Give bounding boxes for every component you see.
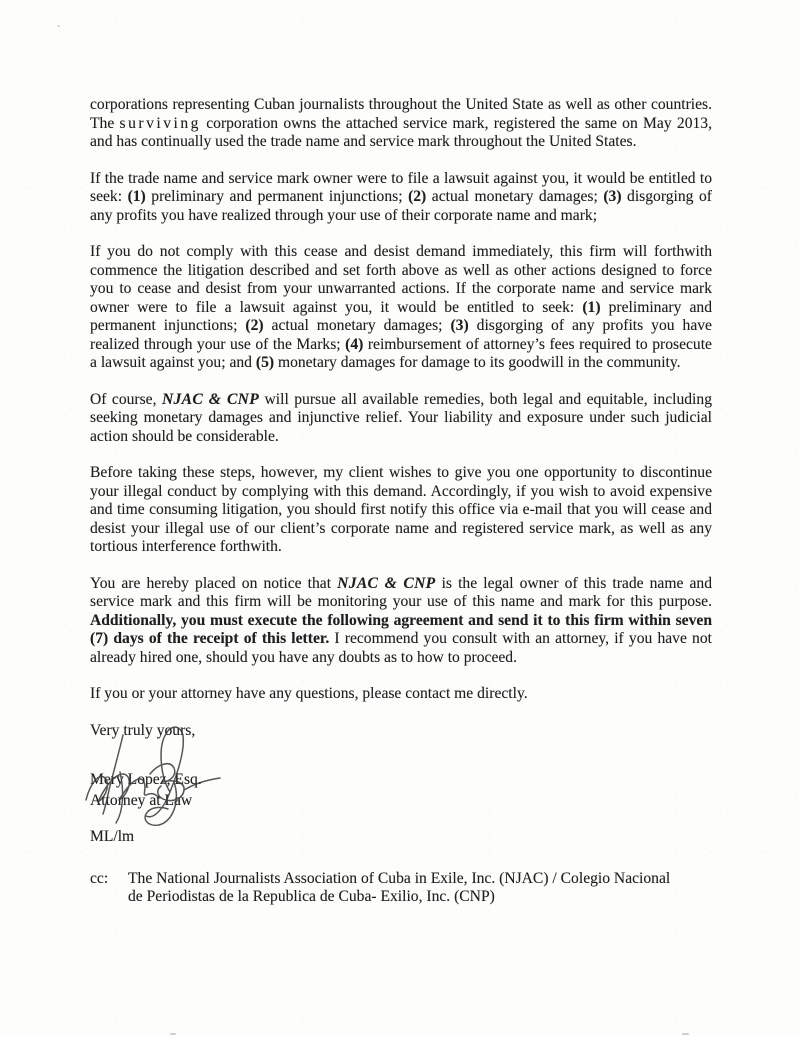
enum-marker-1: (1) <box>582 298 601 316</box>
paragraph-5 <box>90 464 712 557</box>
reference-initials <box>90 828 712 847</box>
firm-name: NJAC & CNP <box>161 390 260 408</box>
firm-name: NJAC & CNP <box>337 574 436 592</box>
scan-artifact <box>682 1033 689 1035</box>
letter-body <box>90 96 712 907</box>
text-run: If you or your attorney have any questions, please contact me directly. <box>90 685 528 702</box>
enum-marker-5: (5) <box>255 354 275 371</box>
scan-artifact <box>170 1033 176 1035</box>
text-run: actual monetary damages; <box>263 317 451 334</box>
text-run: Very truly yours, <box>90 721 196 739</box>
text-run: will pursue all available remedies, both legal and equitable, including seeking monetary damages and injunctive relief. Your liability and exposure under such judicial action should be considerable. <box>90 390 712 445</box>
paragraph-2 <box>90 170 712 226</box>
text-run: monetary damages for damage to its goodwill in the community. <box>274 354 681 371</box>
text-run: Of course, <box>90 390 162 408</box>
cc-block <box>90 870 712 907</box>
cc-line-2: de Periodistas de la Republica de Cuba- Exilio, Inc. (CNP) <box>128 888 495 905</box>
text-run: ML/lm <box>90 828 135 845</box>
enum-marker-3: (3) <box>603 188 622 205</box>
text-run: Mery Lopez, Esq. <box>90 771 202 788</box>
text-run: preliminary and permanent injunctions; <box>145 188 409 205</box>
text-run: preliminary and permanent injunctions; <box>90 298 712 334</box>
text-run: Attorney at Law <box>90 791 193 809</box>
cc-line-1: The National Journalists Association of Cuba in Exile, Inc. (NJAC) / Colegio Nacional <box>128 869 671 887</box>
bold-demand-sentence: Additionally, you must execute the following agreement and send it to this firm within seven (7) days of the receipt of this letter. <box>90 611 712 647</box>
enum-marker-1: (1) <box>127 188 146 205</box>
text-run: You are hereby placed on notice that <box>90 574 338 592</box>
text-run: I recommend you consult with an attorney, if you have not already hired one, should you have any doubts as to how to proceed. <box>90 630 712 666</box>
paragraph-1 <box>90 96 712 152</box>
text-run: disgorging of any profits you have realized through your use of their corporate name and mark; <box>90 188 712 224</box>
text-run: reimbursement of attorney’s fees required to prosecute a lawsuit against you; and <box>90 335 712 371</box>
text-run: If the trade name and service mark owner were to file a lawsuit against you, it would be entitled to seek: <box>90 169 712 205</box>
text-run: corporation owns the attached service mark, registered the same on May 2013, and has continually used the trade name and service mark throughout the United States. <box>90 114 712 150</box>
paragraph-6 <box>90 575 712 668</box>
paragraph-4 <box>90 391 712 447</box>
text-run: is the legal owner of this trade name and service mark and this firm will be monitoring your use of this name and mark for this purpose. <box>90 574 713 610</box>
text-run: corporations representing Cuban journalists throughout the United State as well as other countries. The <box>90 96 712 132</box>
paragraph-3 <box>90 243 712 373</box>
text-run: actual monetary damages; <box>426 188 604 205</box>
closing-salutation <box>90 722 712 741</box>
cc-recipients <box>128 870 712 907</box>
enum-marker-2: (2) <box>245 317 264 334</box>
text-run: Before taking these steps, however, my client wishes to give you one opportunity to discontinue your illegal conduct by complying with this demand. Accordingly, if you wish to avoid expensive and time consuming litigation, you should first notify this office via e-mail that you will cease and desist your illegal use of our client’s corporate name and registered service mark, as well as any tortious interference forthwith. <box>90 464 712 555</box>
enum-marker-3: (3) <box>450 317 469 334</box>
signer-name <box>90 771 712 790</box>
text-run-letterspaced: surviving <box>119 114 201 132</box>
signer-title <box>90 792 712 811</box>
enum-marker-2: (2) <box>408 188 427 205</box>
text-run: If you do not comply with this cease and desist demand immediately, this firm will forthwith commence the litigation described and set forth above as well as other actions designed to force you to cease and desist from your unwarranted actions. If the corporate name and service mark owner were to file a lawsuit against you, it would be entitled to seek: <box>90 243 712 316</box>
enum-marker-4: (4) <box>345 335 364 353</box>
scan-artifact <box>57 25 60 27</box>
paragraph-7 <box>90 685 712 704</box>
text-run: disgorging of any profits you have realized through your use of the Marks; <box>90 317 712 353</box>
cc-label: cc: <box>90 869 109 887</box>
